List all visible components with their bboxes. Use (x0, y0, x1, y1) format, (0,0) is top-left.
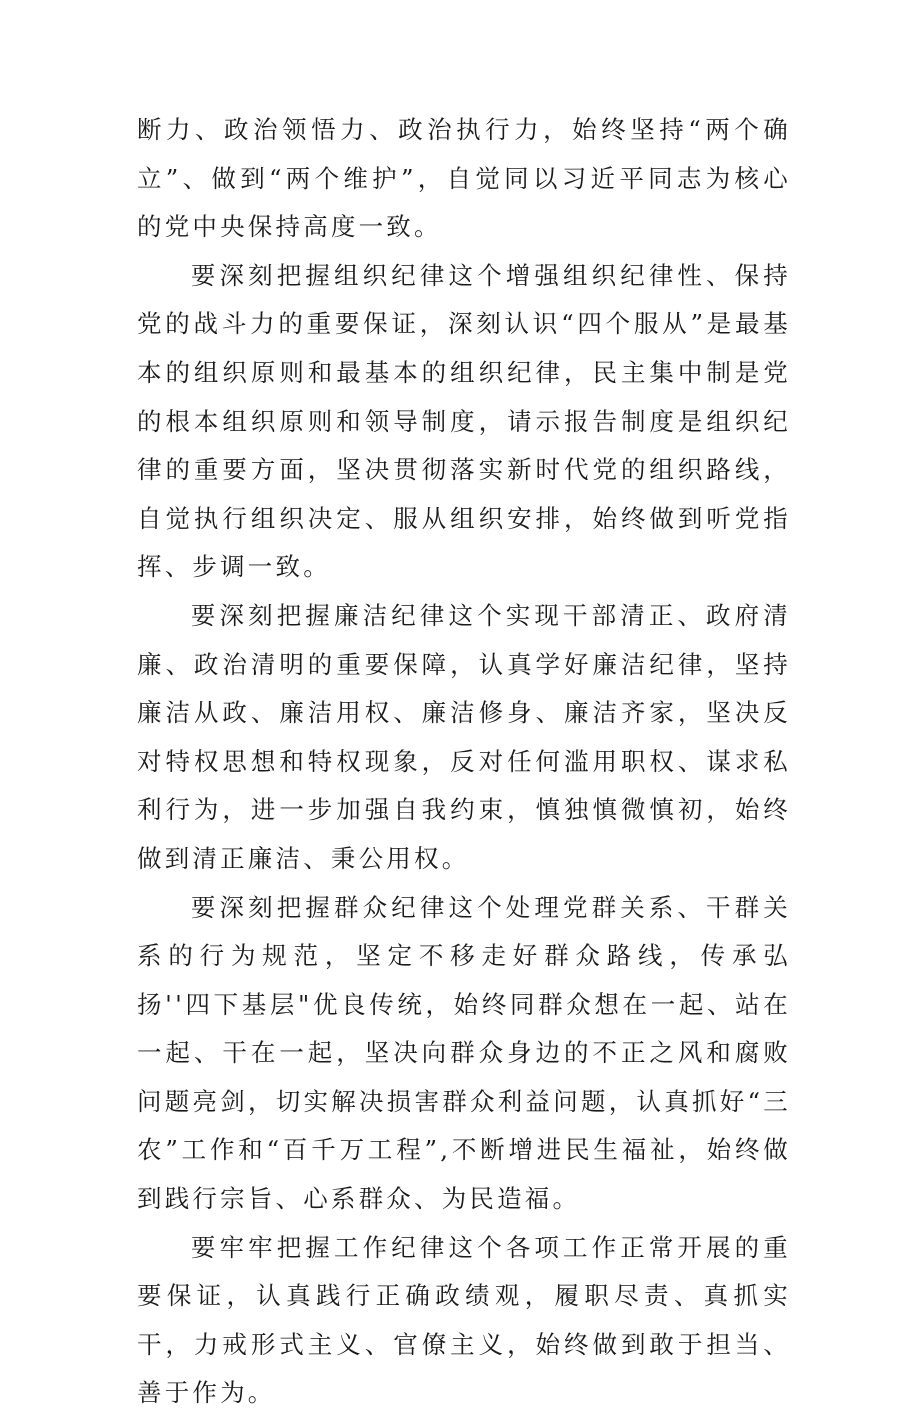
paragraph-integrity-discipline: 要深刻把握廉洁纪律这个实现干部清正、政府清廉、政治清明的重要保障，认真学好廉洁纪律，坚持廉洁从政、廉洁用权、廉洁修身、廉洁齐家，坚决反对特权思想和特权现象，反对任何滥用职权、谋求私利行为，进一步加强自我约束，慎独慎微慎初，始终做到清正廉洁、秉公用权。 (137, 600, 791, 873)
paragraph-continuation: 断力、政治领悟力、政治执行力，始终坚持“两个确立”、做到“两个维护”，自觉同以习近平同志为核心的党中央保持高度一致。 (137, 115, 791, 242)
paragraph-work-discipline: 要牢牢把握工作纪律这个各项工作正常开展的重要保证，认真践行正确政绩观，履职尽责、真抓实干，力戒形式主义、官僚主义，始终做到敢于担当、善于作为。 (137, 1232, 791, 1408)
document-body (137, 106, 791, 1418)
paragraph-organizational-discipline: 要深刻把握组织纪律这个增强组织纪律性、保持党的战斗力的重要保证，深刻认识“四个服从”是最基本的组织原则和最基本的组织纪律，民主集中制是党的根本组织原则和领导制度，请示报告制度是组织纪律的重要方面，坚决贯彻落实新时代党的组织路线，自觉执行组织决定、服从组织安排，始终做到听党指挥、步调一致。 (137, 260, 791, 582)
paragraph-mass-discipline: 要深刻把握群众纪律这个处理党群关系、干群关系的行为规范，坚定不移走好群众路线，传承弘扬''四下基层"优良传统，始终同群众想在一起、站在一起、干在一起，坚决向群众身边的不正之风和腐败问题亮剑，切实解决损害群众利益问题，认真抓好“三农”工作和“百千万工程”,不断增进民生福祉，始终做到践行宗旨、心系群众、为民造福。 (137, 892, 791, 1214)
